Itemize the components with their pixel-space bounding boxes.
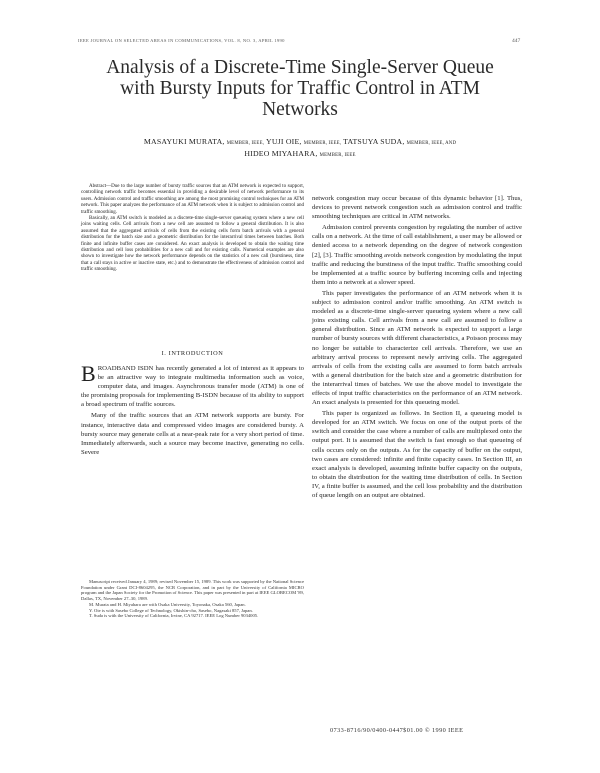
copyright-line: 0733-8716/90/0400-0447$01.00 © 1990 IEEE: [330, 727, 464, 734]
footnote-paragraph: Y. Oie is with Sasebo College of Technology, Okishin-cho, Sasebo, Nagasaki 857, Japan.: [89, 607, 253, 613]
author-name: HIDEO MIYAHARA,: [244, 148, 318, 158]
author-degree: MEMBER, IEEE, AND: [406, 141, 457, 146]
abstract-paragraph: Basically, an ATM switch is modeled as a discrete-time single-server queueing system where a new cell joins waiting cells. Cell arrivals from a new cell are assumed to follow a general distribution. It is also assumed that the aggregated arrivals of cells from the existing cells form batch arrivals with a general distribution for the batch size and a geometric distribution for the interarrival times between batches. Both finite and infinite buffer cases are considered. An exact analysis is developed to obtain the waiting time distribution and cell loss probabilities for a new call and for existing calls. Numerical examples are also shown to investigate how the network performance depends on the statistics of a new call (burstiness, time that a call stays in active or inactive state, etc.) and to demonstrate the effectiveness of admission control and traffic smoothing.: [81, 215, 304, 273]
author-degree: MEMBER, IEEE,: [226, 141, 265, 146]
title-line: with Bursty Inputs for Traffic Control in ATM: [120, 78, 480, 99]
author-list: [70, 137, 530, 160]
footnote-paragraph: M. Murata and H. Miyahara are with Osaka University, Toyonaka, Osaka 560, Japan.: [89, 601, 246, 607]
body-paragraph: ROADBAND ISDN has recently generated a lot of interest as it appears to be an attractive way to integrate multimedia information such as voice, computer data, and images. Asynchronous transfer mode (ATM) is one of the promising proposals for implementing B-ISDN because of its ability to support a broad spectrum of traffic sources.: [81, 365, 304, 409]
author-name: MASAYUKI MURATA,: [143, 137, 225, 146]
author-degree: MEMBER, IEEE: [319, 152, 356, 158]
page-number: 447: [512, 38, 521, 44]
body-paragraph: Many of the traffic sources that an ATM network supports are bursty. For instance, interactive data and compressed video images are considered bursty. A bursty source may generate cells at a near-peak rate for a very short period of time. Immediately afterwards, such a source may become inactive, generating no cells. Severe: [81, 412, 304, 456]
title-line: Analysis of a Discrete-Time Single-Server Queue: [106, 57, 494, 78]
author-name: YUJI OIE,: [265, 137, 302, 146]
footnote-paragraph: T. Suda is with the University of California, Irvine, CA 92717. IEEE Log Number 9034005.: [89, 613, 259, 619]
paper-title: [60, 57, 540, 120]
footnote: [81, 579, 304, 619]
body-paragraph: Admission control prevents congestion by regulating the number of active calls on a network. At the time of call establishment, a user may be allowed or denied access to a network depending on the degree of network congestion [2], [3]. Traffic smoothing avoids network congestion by modulating the input traffic and reducing the burstiness of the input traffic. Traffic smoothing could be implemented at a traffic source by buffering incoming cells and injecting them into a network at a slower speed.: [312, 224, 522, 286]
introduction-left-column: [81, 361, 304, 457]
body-paragraph: network congestion may occur because of this dynamic behavior [1]. Thus, devices to prevent network congestion such as admission control and traffic smoothing techniques are critical in ATM networks.: [312, 195, 522, 221]
title-line: Networks: [262, 99, 338, 120]
right-column: [312, 194, 522, 500]
section-heading: I. INTRODUCTION: [161, 350, 224, 357]
abstract-paragraph: Abstract—Due to the large number of bursty traffic sources that an ATM network is expected to support, controlling network traffic becomes essential in providing a desirable level of network performance to its users. Admission control and traffic smoothing are among the most promising control techniques for an ATM network. This paper analyzes the performance of an ATM network when it is subject to admission control and traffic smoothing.: [81, 183, 304, 215]
author-degree: MEMBER, IEEE,: [303, 141, 342, 146]
abstract: [81, 183, 304, 273]
author-name: TATSUYA SUDA,: [343, 137, 405, 146]
running-head: IEEE JOURNAL ON SELECTED AREAS IN COMMUNICATIONS, VOL. 8, NO. 3, APRIL 1990: [78, 38, 285, 43]
body-paragraph: This paper is organized as follows. In Section II, a queueing model is developed for an ATM switch. We focus on one of the output ports of the switch and consider the case where a number of calls are multiplexed onto the output port. It is assumed that the switch is fast enough so that queueing of cells occurs only on the outputs. As for the capacity of buffer on the output, two cases are considered: infinite and finite capacity cases. In Section III, an exact analysis is developed, assuming infinite buffer capacity on the outputs, to obtain the distribution for the waiting time distribution of cells. In Section IV, a finite buffer is assumed, and the cell loss probability and the distribution of queue length on an output are obtained.: [312, 410, 522, 499]
body-paragraph: This paper investigates the performance of an ATM network when it is subject to admission control and/or traffic smoothing. An ATM switch is modeled as a discrete-time single-server queueing system where a new call joins existing calls. Cell arrivals from a new call are assumed to follow a general distribution. Since an ATM network is expected to support a large number of bursty sources with different characteristics, a Poisson process may no longer be suitable to characterize cell arrivals. Therefore, we use an arbitrary arrival process to represent newly arriving cells. The aggregated arrivals of cells from the existing calls are assumed to form batch arrivals with a general distribution for the batch size and a geometric distribution for the interarrival times of batches. We use the above model to investigate the effects of input traffic characteristics on the performance of an ATM network. An exact analysis is presented for this queueing model.: [312, 289, 522, 407]
drop-cap: B: [81, 361, 96, 386]
footnote-paragraph: Manuscript received January 4, 1989; revised November 15, 1989. This work was supported by the National Science Foundation under Grant DCI-8604295, the NCR Corporation, and in part by the University of California MICRO program and the Japan Society for the Promotion of Science. This paper was presented in part at IEEE GLOBECOM '89, Dallas, TX, November 27–30, 1989.: [81, 579, 304, 602]
